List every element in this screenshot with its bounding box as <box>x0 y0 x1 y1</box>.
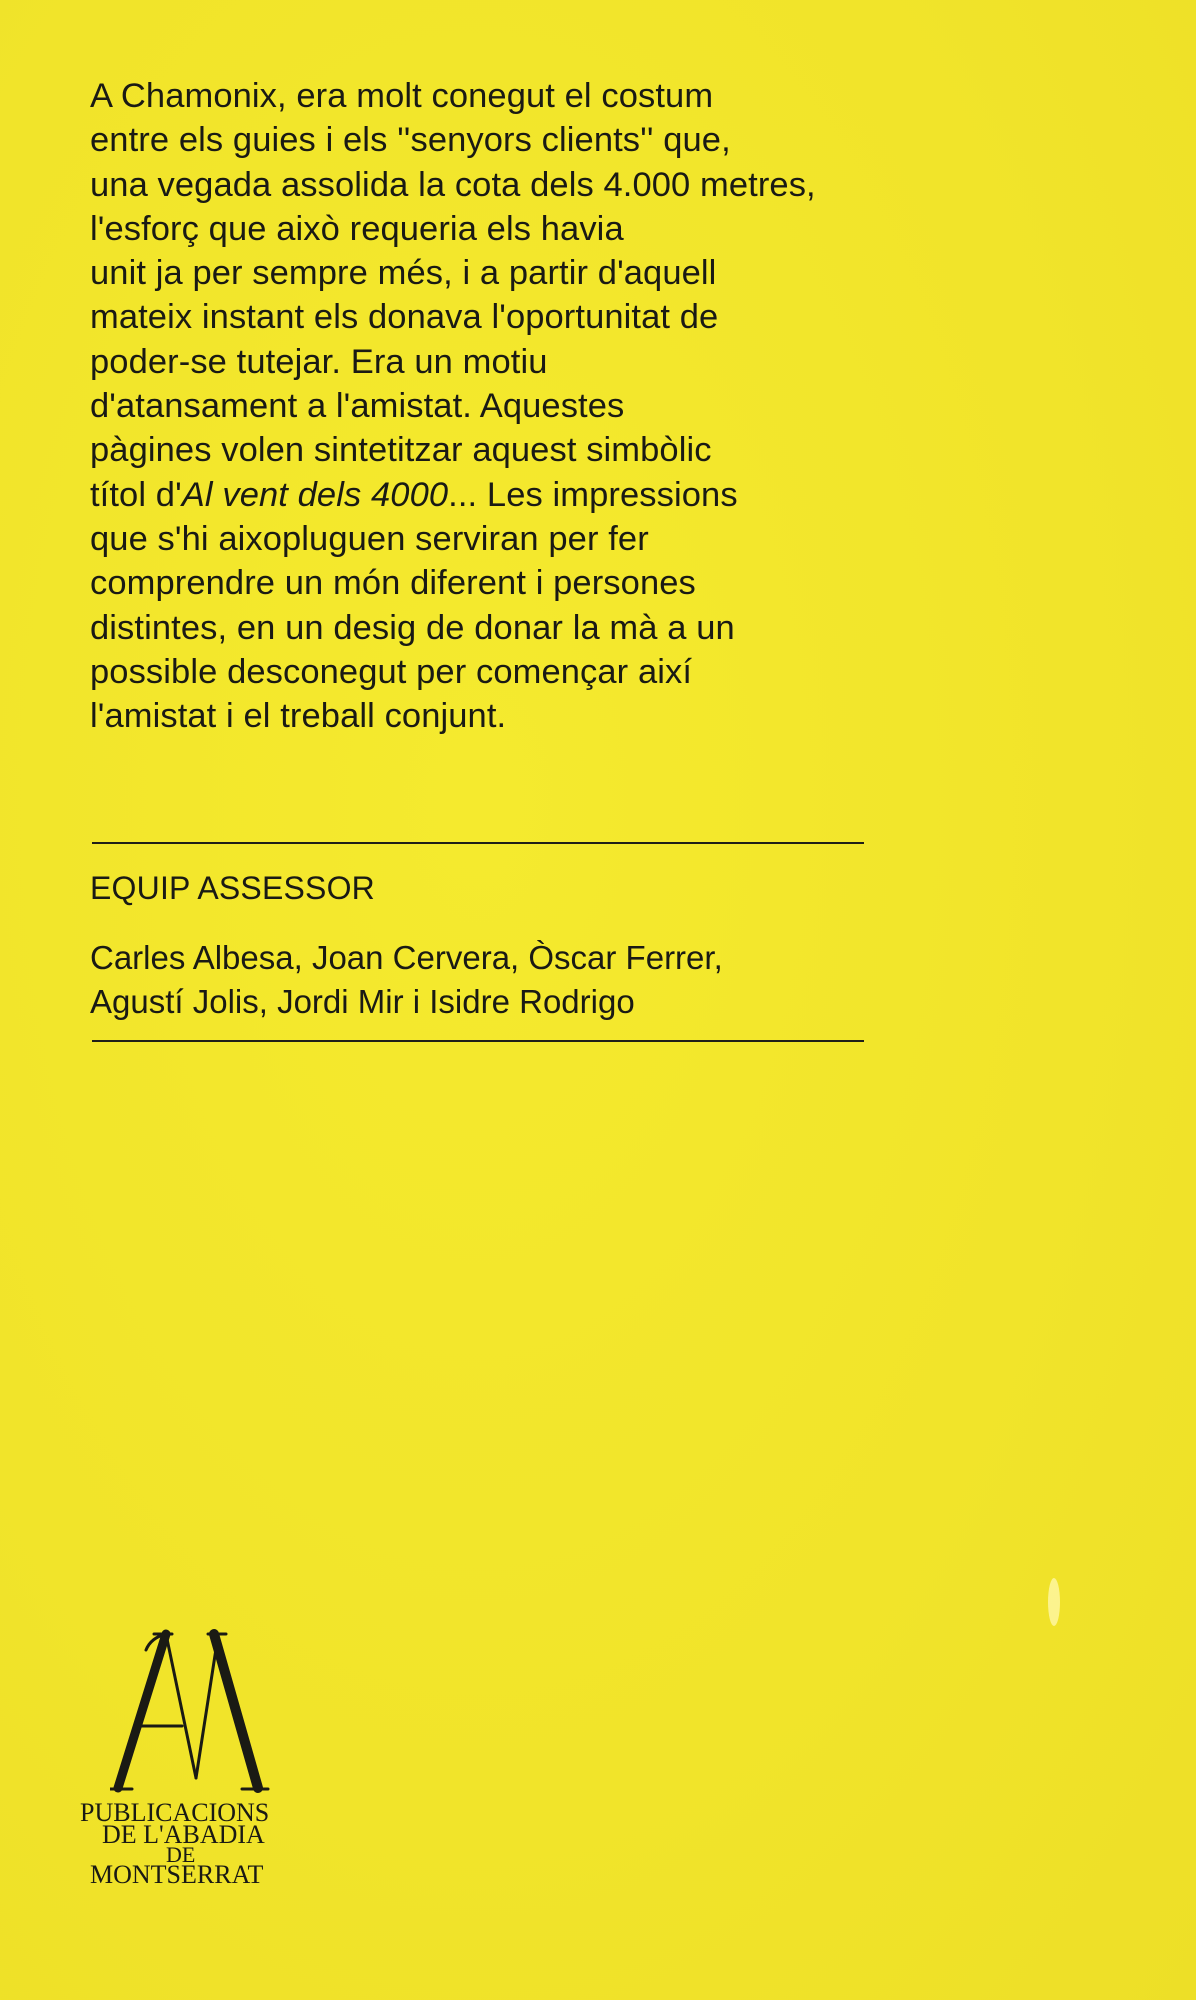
blurb-line: poder-se tutejar. Era un motiu <box>90 342 548 381</box>
advisory-team-heading: EQUIP ASSESSOR <box>90 870 375 906</box>
blurb-line: l'amistat i el treball conjunt. <box>90 697 507 736</box>
blurb-line: possible desconegut per començar així <box>90 652 693 691</box>
blurb-line: mateix instant els donava l'oportunitat de <box>90 298 719 337</box>
divider-bottom <box>92 1040 864 1042</box>
publisher-line: DE <box>166 1842 196 1867</box>
blurb-line: pàgines volen sintetitzar aquest simbòlic <box>90 431 712 470</box>
book-title: Al vent dels 4000 <box>181 475 449 514</box>
publisher-line: MONTSERRAT <box>90 1860 264 1889</box>
publisher-name <box>80 1798 310 1889</box>
blurb-line: A Chamonix, era molt conegut el costum <box>90 77 714 115</box>
blurb-text <box>90 74 990 738</box>
publisher-line: DE L'ABADIA <box>102 1820 265 1849</box>
blurb-title-prefix: títol d' <box>90 475 182 514</box>
blurb-line: una vegada assolida la cota dels 4.000 metres, <box>90 165 816 204</box>
blurb-line-title <box>90 473 990 517</box>
blurb-line: l'esforç que això requeria els havia <box>90 209 624 248</box>
blurb-line: comprendre un món diferent i persones <box>90 564 696 603</box>
blurb-line: distintes, en un desig de donar la mà a un <box>90 608 735 647</box>
publisher-logo-block <box>80 1628 310 1889</box>
abbey-monogram-logo-icon <box>110 1628 270 1798</box>
blurb-line: entre els guies i els ''senyors clients'' que, <box>90 121 731 160</box>
blurb-line: d'atansament a l'amistat. Aquestes <box>90 387 625 426</box>
blurb-line: unit ja per sempre més, i a partir d'aquell <box>90 254 717 293</box>
blurb-line: que s'hi aixopluguen serviran per fer <box>90 519 649 558</box>
blurb-title-suffix: ... Les impressions <box>448 475 738 514</box>
publisher-line: PUBLICACIONS <box>80 1798 270 1827</box>
divider-top <box>92 842 864 844</box>
team-members-line: Agustí Jolis, Jordi Mir i Isidre Rodrigo <box>90 983 635 1020</box>
team-members-line: Carles Albesa, Joan Cervera, Òscar Ferrer, <box>90 939 723 976</box>
advisory-team-members <box>90 936 723 1024</box>
paper-speck <box>1048 1578 1060 1626</box>
